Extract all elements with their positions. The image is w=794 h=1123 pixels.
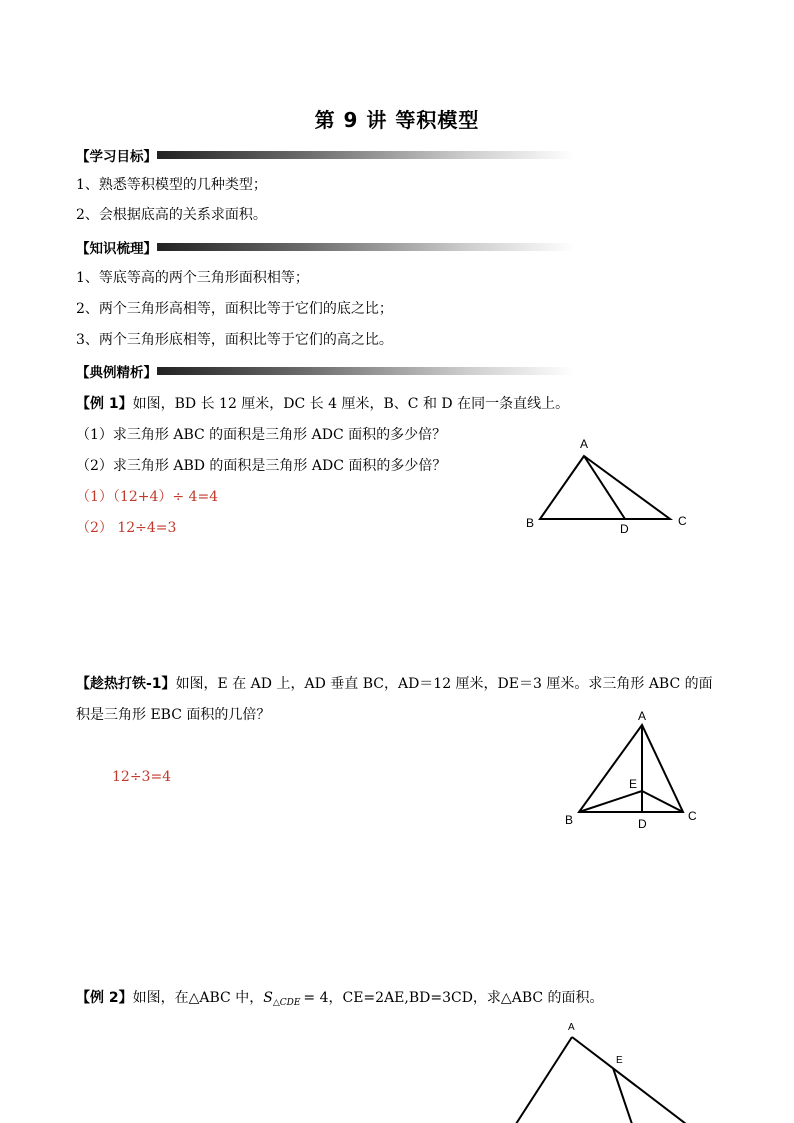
- example1-answer2: （2） 12÷4=3: [76, 520, 177, 536]
- example1-question2: （2）求三角形 ABD 的面积是三角形 ADC 面积的多少倍？: [76, 458, 447, 474]
- example2-triangle-figure: [500, 1015, 720, 1123]
- label-a: A: [638, 709, 647, 723]
- label-a: A: [568, 1022, 575, 1033]
- triangle-abc: [579, 725, 683, 812]
- section-label-goals: 【学习目标】: [76, 149, 157, 165]
- example2-statement: [76, 988, 604, 1013]
- section-divider-bar: [157, 367, 575, 375]
- example1-question1: （1）求三角形 ABC 的面积是三角形 ADC 面积的多少倍？: [76, 427, 447, 443]
- label-e: E: [616, 1055, 623, 1066]
- example2-area-value: = 4: [303, 990, 329, 1006]
- section-divider-bar: [157, 243, 575, 251]
- section-header-examples: [76, 360, 575, 382]
- practice1-answer: 12÷3=4: [112, 769, 172, 785]
- knowledge-item: 3、两个三角形底相等，面积比等于它们的高之比。: [76, 332, 393, 348]
- practice1-text-line2: 积是三角形 EBC 面积的几倍？: [76, 707, 271, 723]
- practice1-tag: 【趁热打铁-1】: [76, 676, 176, 692]
- segment-be: [579, 791, 642, 812]
- example2-text-after: ，CE=2AE,BD=3CD，求△ABC 的面积。: [328, 990, 604, 1006]
- label-b: B: [565, 813, 574, 827]
- example1-text: 如图，BD 长 12 厘米，DC 长 4 厘米，B、C 和 D 在同一条直线上。: [132, 396, 570, 412]
- label-e: E: [629, 777, 638, 791]
- segment-ac: [572, 1037, 690, 1123]
- segment-ab: [514, 1037, 572, 1123]
- example2-area-subscript: △CDE: [272, 998, 301, 1008]
- example2-text-before: 如图，在△ABC 中，: [132, 990, 264, 1006]
- label-c: C: [688, 809, 697, 823]
- section-header-knowledge: [76, 236, 575, 258]
- goal-item: 1、熟悉等积模型的几种类型；: [76, 177, 267, 193]
- section-label-knowledge: 【知识梳理】: [76, 241, 157, 257]
- example1-triangle-figure: [510, 430, 710, 540]
- goal-item: 2、会根据底高的关系求面积。: [76, 207, 267, 223]
- example2-area-symbol: S: [263, 990, 273, 1006]
- practice1-triangle-figure: [555, 705, 715, 835]
- section-divider-bar: [157, 151, 575, 159]
- section-header-goals: [76, 144, 575, 166]
- segment-ec: [642, 791, 683, 812]
- example2-tag: 【例 2】: [76, 990, 133, 1006]
- label-c: C: [678, 514, 687, 528]
- practice1-statement: [76, 674, 713, 694]
- knowledge-item: 1、等底等高的两个三角形面积相等；: [76, 270, 309, 286]
- label-d: D: [638, 817, 647, 831]
- example1-answer1: （1）（12+4）÷ 4=4: [76, 489, 219, 505]
- label-b: B: [526, 516, 535, 530]
- section-label-examples: 【典例精析】: [76, 365, 157, 381]
- example1-statement: [76, 394, 569, 414]
- page-title: 第 9 讲 等积模型: [314, 108, 480, 132]
- label-a: A: [580, 437, 589, 451]
- knowledge-item: 2、两个三角形高相等，面积比等于它们的底之比；: [76, 301, 393, 317]
- segment-ad: [584, 456, 625, 519]
- label-d: D: [620, 522, 629, 536]
- example1-tag: 【例 1】: [76, 396, 133, 412]
- practice1-text-line1: 如图，E 在 AD 上，AD 垂直 BC，AD＝12 厘米，DE＝3 厘米。求三角形 ABC 的面: [175, 676, 713, 692]
